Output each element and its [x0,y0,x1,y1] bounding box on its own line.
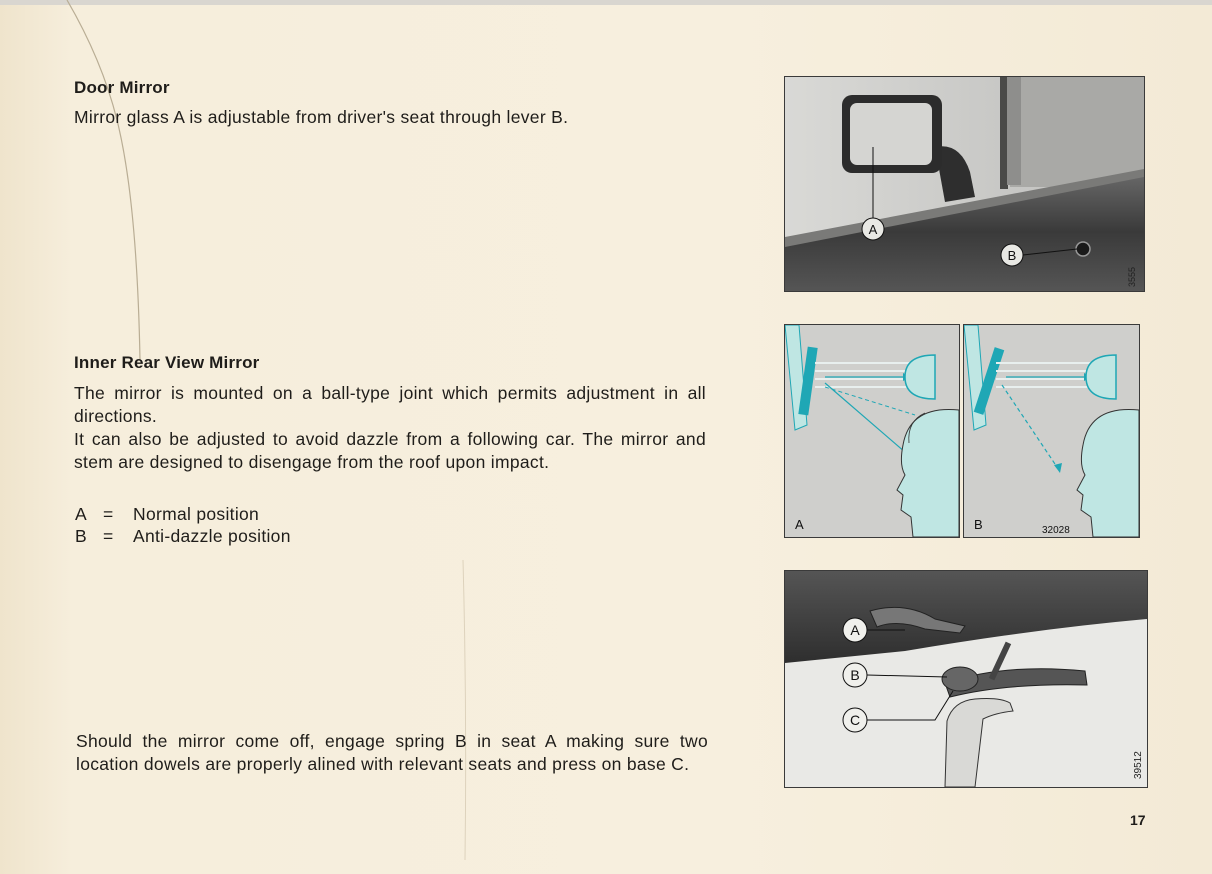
page-number: 17 [1130,812,1146,828]
door-mirror-text: Mirror glass A is adjustable from driver's seat through lever B. [74,107,569,127]
legend-row-b [75,525,291,547]
inner-mirror-para1: The mirror is mounted on a ball-type joint which permits adjustment in all directions. [74,383,706,426]
door-figure-ref: 3555 [1127,266,1137,287]
mirror-reattach-figure [784,570,1148,788]
anti-dazzle-position-illustration [964,325,1139,537]
reattach-callout-a: A [850,622,860,638]
door-mirror-illustration [785,77,1144,291]
door-callout-a: A [868,222,878,237]
door-mirror-heading: Door Mirror [74,78,170,97]
position-legend [75,503,291,547]
page-top-edge [0,0,1212,5]
dazzle-figure-ref: 32028 [1042,525,1070,536]
door-callout-b: B [1007,248,1017,263]
reattach-figure-ref: 39512 [1133,751,1144,779]
paper-crease-lower [455,560,475,860]
legend-key: B [75,526,87,546]
legend-row-a [75,503,291,525]
legend-label: Normal position [133,504,260,524]
legend-key: A [75,504,87,524]
paper-crease [62,0,142,360]
normal-position-illustration [785,325,959,537]
panel-a-label: A [795,517,804,532]
mirror-reattach-illustration [785,571,1147,787]
panel-b-label: B [974,517,983,532]
reattach-callout-b: B [850,667,860,683]
door-mirror-figure [784,76,1145,292]
legend-label: Anti-dazzle position [133,526,291,546]
normal-position-diagram [784,324,960,538]
legend-equals: = [103,526,114,546]
reattach-callout-c: C [849,712,861,728]
inner-mirror-heading: Inner Rear View Mirror [74,353,260,372]
legend-equals: = [103,504,114,524]
reattach-text: Should the mirror come off, engage spring B in seat A making sure two location dowels are properly alined with relevant seats and press on base C. [76,731,708,774]
anti-dazzle-position-diagram [963,324,1140,538]
inner-mirror-para2: It can also be adjusted to avoid dazzle from a following car. The mirror and stem are designed to disengage from the roof upon impact. [74,429,706,472]
